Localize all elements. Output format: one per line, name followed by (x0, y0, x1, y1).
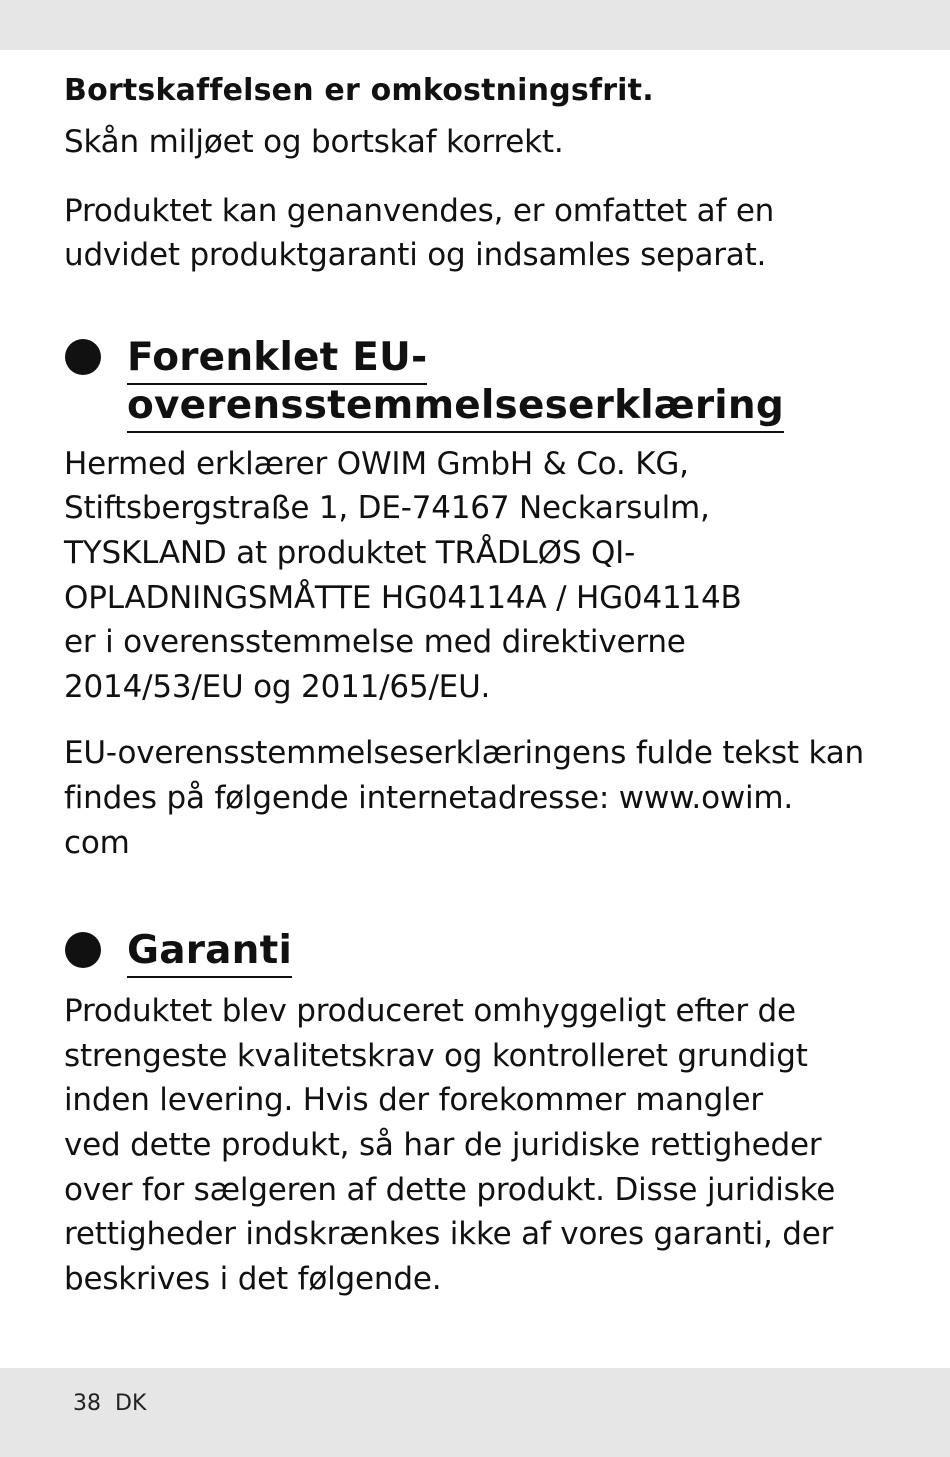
disposal-paragraph-line: Produktet kan genanvendes, er omfattet af en (64, 192, 775, 229)
declaration-heading (64, 334, 864, 430)
disposal-free-note: Bortskaffelsen er omkostningsfrit. (64, 73, 654, 108)
warranty-line: beskrives i det følgende. (64, 1260, 442, 1297)
disposal-paragraph (64, 189, 864, 278)
page-top-band (0, 0, 950, 50)
declaration-heading-text (127, 335, 784, 433)
warranty-paragraph (64, 989, 864, 1301)
section-bullet-icon (65, 339, 101, 375)
declaration-line: er i overensstemmelse med direktiverne (64, 624, 686, 661)
warranty-line: strengeste kvalitetskrav og kontrolleret grundigt (64, 1037, 808, 1074)
warranty-line: Produktet blev produceret omhyggeligt efter de (64, 993, 796, 1030)
declaration-line: 2014/53/EU og 2011/65/EU. (64, 668, 491, 705)
declaration-url-line: findes på følgende internetadresse: www.owim. (64, 779, 794, 816)
page-number: 38 (73, 1391, 101, 1416)
disposal-paragraph-line: udvidet produktgaranti og indsamles separat. (64, 237, 767, 274)
warranty-heading (64, 927, 864, 975)
declaration-url-line: com (64, 824, 130, 861)
page-content (64, 68, 864, 1301)
declaration-url-paragraph (64, 731, 864, 865)
declaration-line: Hermed erklærer OWIM GmbH & Co. KG, (64, 445, 689, 482)
declaration-heading-line: Forenklet EU- (127, 334, 428, 380)
warranty-line: ved dette produkt, så har de juridiske rettigheder (64, 1126, 822, 1163)
warranty-heading-text: Garanti (127, 928, 292, 978)
warranty-line: inden levering. Hvis der forekommer mangler (64, 1082, 763, 1119)
declaration-line: OPLADNINGSMÅTTE HG04114A / HG04114B (64, 579, 742, 616)
warranty-line: over for sælgeren af dette produkt. Disse juridiske (64, 1171, 836, 1208)
declaration-line: TYSKLAND at produktet TRÅDLØS QI- (64, 534, 636, 571)
declaration-paragraph (64, 442, 864, 710)
declaration-url-line: EU-overensstemmelseserklæringens fulde tekst kan (64, 735, 864, 772)
declaration-heading-line: overensstemmelseserklæring (127, 382, 784, 428)
language-code: DK (115, 1391, 147, 1416)
disposal-instruction: Skån miljøet og bortskaf korrekt. (64, 124, 564, 160)
declaration-line: Stiftsbergstraße 1, DE-74167 Neckarsulm, (64, 490, 710, 527)
page-footer (73, 1390, 160, 1418)
warranty-line: rettigheder indskrænkes ikke af vores garanti, der (64, 1216, 834, 1253)
section-bullet-icon (65, 932, 101, 968)
